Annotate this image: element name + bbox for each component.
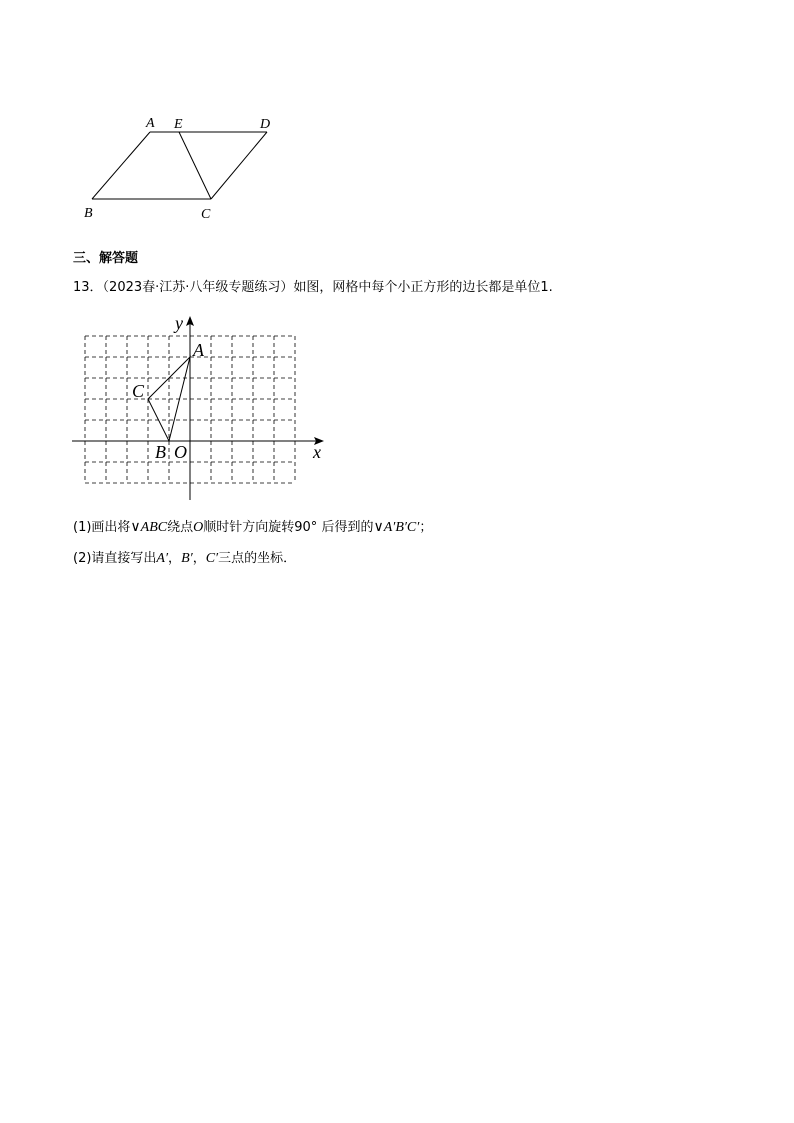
q1-end: ； [419,520,433,535]
q2-end: 三点的坐标． [218,551,297,566]
coordinate-grid-figure [60,310,340,510]
side-ba [92,132,150,199]
label-c: C [132,381,145,401]
q2-point-b-prime: B′ [181,551,193,566]
q1-mid: 绕点 [167,520,194,535]
label-a: A [193,340,204,360]
subquestion-1 [73,519,432,537]
problem-13 [73,279,553,297]
q1-triangle-abc: ∨ABC [130,520,168,535]
q2-sep-2: ， [192,551,206,566]
label-b: B [155,442,166,462]
problem-text: 如图，网格中每个小正方形的边长都是单位1. [293,280,553,295]
q2-point-a-prime: A′ [156,551,169,566]
q2-sep-1: ， [168,551,182,566]
subquestion-2 [73,550,296,568]
label-c: C [201,207,211,222]
label-d: D [260,117,271,132]
q2-prefix: (2)请直接写出 [73,551,157,566]
section-heading: 三、解答题 [73,251,139,266]
segment-ec [179,132,211,199]
label-e: E [174,117,183,132]
x-axis-label: x [313,442,321,462]
q1-prefix: (1)画出将 [73,520,131,535]
q1-rest: 顺时针方向旋转90° 后得到的 [203,520,374,535]
y-axis-label: y [175,313,183,333]
q1-triangle-abc-prime: ∨A′B′C′ [373,520,420,535]
origin-label: O [174,442,187,462]
problem-source: （2023春·江苏·八年级专题练习） [102,280,294,295]
label-b: B [84,206,93,221]
label-a: A [146,116,155,131]
side-dc [211,132,267,199]
q1-point-o: O [193,520,204,535]
parallelogram-figure [80,110,290,225]
q2-point-c-prime: C′ [205,551,219,566]
problem-number: 13． [73,280,103,295]
